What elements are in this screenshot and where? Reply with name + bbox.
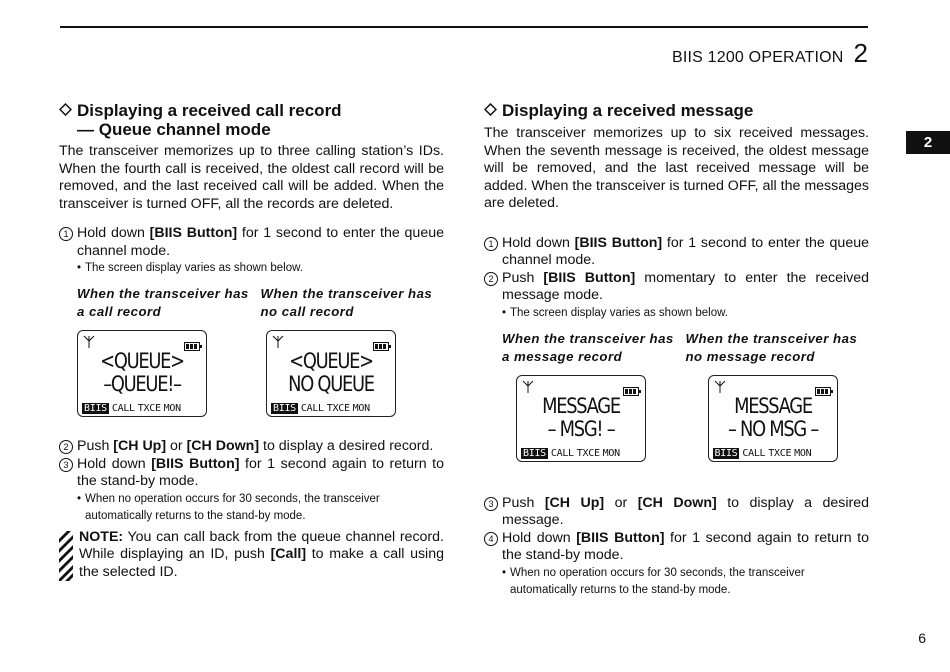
right-steps-b (484, 495, 869, 599)
right-step-2-sub: • The screen display varies as shown below. (502, 306, 728, 319)
right-step-1: 1 Hold down [BIIS Button] for 1 second to enter the queue channel mode. (484, 235, 869, 270)
note-block: NOTE: You can call back from the queue channel record. While displaying an ID, push [Call] to make a call using the selected ID. (59, 529, 444, 582)
right-column (484, 101, 869, 599)
right-step-4: 4 Hold down [BIIS Button] for 1 second again to return to the stand-by mode. (484, 530, 869, 565)
left-column (59, 101, 444, 581)
left-caption-2: When the transceiver has no call record (260, 286, 433, 319)
right-caption-2: When the transceiver has no message record (685, 330, 858, 364)
lcd-status-bar: BIIS CALL TXCE MON (273, 403, 370, 414)
left-screens (59, 330, 444, 417)
right-step-4-sub: • When no operation occurs for 30 seconds, the transceiver automatically returns to the stand-by mode. (502, 566, 805, 596)
chapter-header (672, 38, 868, 69)
chapter-number: 2 (853, 38, 868, 68)
left-step-1-sub: • The screen display varies as shown below. (77, 262, 303, 274)
lcd-status-bar: BIIS CALL TXCE MON (714, 447, 812, 459)
chapter-title: BIIS 1200 OPERATION (671, 49, 844, 66)
diamond-icon (59, 101, 77, 120)
left-heading-line2: — Queue channel mode (77, 120, 271, 139)
diamond-icon (484, 101, 502, 120)
left-steps-a (59, 225, 444, 277)
note-icon (59, 531, 73, 587)
right-screens (484, 375, 869, 462)
lcd-screen-queue (77, 330, 207, 417)
lcd-line-1: MESSAGE (542, 393, 620, 418)
lcd-screen-message (516, 375, 646, 462)
right-steps-a (484, 235, 869, 322)
lcd-status-bar: BIIS CALL TXCE MON (523, 447, 620, 459)
lcd-line-2: –QUEUE!– (103, 372, 181, 396)
left-step-2: 2 Push [CH Up] or [CH Down] to display a desired record. (59, 438, 444, 456)
step-number-1: 1 (59, 227, 73, 241)
right-step-3: 3 Push [CH Up] or [CH Down] to display a desired message. (484, 495, 869, 530)
left-step-1: 1 Hold down [BIIS Button] for 1 second to enter the queue channel mode. (59, 225, 444, 260)
left-step-3-sub: • When no operation occurs for 30 seconds, the transceiver automatically returns to the stand-by mode. (77, 492, 380, 522)
top-rule (60, 26, 868, 28)
left-heading (59, 101, 444, 139)
right-intro: The transceiver memorizes up to six received messages. When the seventh message is received, the oldest message will be removed, and the last received message will be added. When the transceiver is turned OFF, all the messages are deleted. (484, 125, 869, 211)
lcd-line-1: <QUEUE> (289, 349, 373, 373)
right-caption-1: When the transceiver has a message record (502, 330, 674, 364)
lcd-line-2: – NO MSG – (727, 416, 818, 441)
left-intro: The transceiver memorizes up to three calling station’s IDs. When the fourth call is received, the oldest call record will be removed, and the last received call will be added. When the transceiver is turned OFF, all the records are deleted. (59, 143, 444, 212)
lcd-line-2: – MSG! – (547, 416, 615, 441)
biis-button-label: [BIIS Button] (149, 225, 238, 241)
lcd-line-2: NO QUEUE (288, 372, 374, 396)
side-chapter-tab: 2 (906, 131, 950, 154)
lcd-screen-no-queue (266, 330, 396, 417)
lcd-status-bar: BIIS CALL TXCE MON (84, 403, 181, 414)
left-captions (59, 285, 444, 321)
left-heading-line1: Displaying a received call record (77, 101, 342, 120)
lcd-screen-no-message (708, 375, 838, 462)
page-number: 6 (918, 630, 926, 646)
left-step-3: 3 Hold down [BIIS Button] for 1 second again to return to the stand-by mode. (59, 456, 444, 491)
right-heading: Displaying a received message (484, 101, 869, 120)
lcd-line-1: MESSAGE (733, 393, 812, 418)
left-steps-b (59, 438, 444, 525)
left-caption-1: When the transceiver has a call record (77, 286, 249, 319)
right-captions (484, 330, 869, 366)
right-step-2: 2 Push [BIIS Button] momentary to enter the received message mode. (484, 270, 869, 305)
lcd-line-1: <QUEUE> (100, 349, 184, 373)
